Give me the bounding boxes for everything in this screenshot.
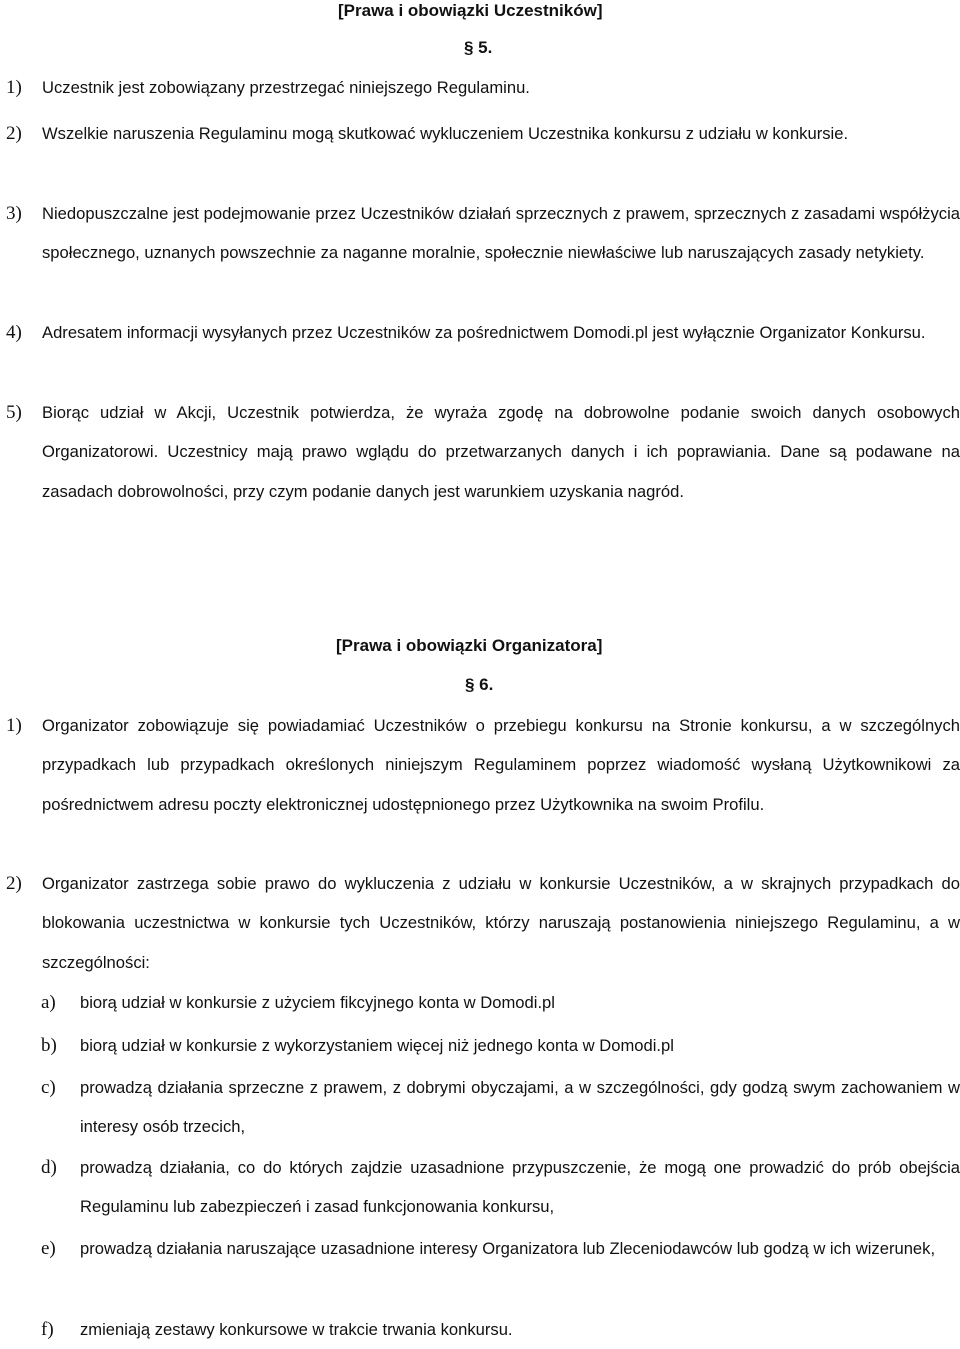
item-text: Biorąc udział w Akcji, Uczestnik potwierdza, że wyraża zgodę na dobrowolne podanie swoich danych osobowych Organizatorowi. Uczestnicy mają prawo wglądu do przetwarzanych danych i ich poprawiania. Dane są podawane na zasadach dobrowolności, przy czym podanie danych jest warunkiem uzyskania nagród. <box>42 403 960 501</box>
item-marker: 4) <box>6 322 22 343</box>
subitem-marker: c) <box>41 1077 56 1098</box>
item-marker: 5) <box>6 402 22 423</box>
subitem-text: prowadzą działania, co do których zajdzie uzasadnione przypuszczenie, że mogą one prowadzić do prób obejścia Regulaminu lub zabezpieczeń i zasad funkcjonowania konkursu, <box>80 1158 960 1217</box>
section-5-number: § 5. <box>464 38 493 57</box>
item-marker: 2) <box>6 123 22 144</box>
item-marker: 1) <box>6 77 22 98</box>
subitem-text: zmieniają zestawy konkursowe w trakcie trwania konkursu. <box>80 1320 513 1339</box>
item-marker: 2) <box>6 873 22 894</box>
section-6-heading: [Prawa i obowiązki Organizatora] <box>336 636 603 655</box>
subitem-text: prowadzą działania naruszające uzasadnione interesy Organizatora lub Zleceniodawców lub godzą w ich wizerunek, <box>80 1239 936 1258</box>
section-6-number: § 6. <box>465 675 494 694</box>
subitem-marker: e) <box>41 1238 56 1259</box>
subitem-marker: d) <box>41 1157 57 1178</box>
section-5-heading: [Prawa i obowiązki Uczestników] <box>338 1 603 20</box>
item-marker: 1) <box>6 715 22 736</box>
subitem-marker: b) <box>41 1035 57 1056</box>
subitem-marker: f) <box>41 1319 54 1340</box>
item-text: Uczestnik jest zobowiązany przestrzegać niniejszego Regulaminu. <box>42 78 530 97</box>
item-text: Wszelkie naruszenia Regulaminu mogą skutkować wykluczeniem Uczestnika konkursu z udziału w konkursie. <box>42 124 849 143</box>
item-text: Organizator zastrzega sobie prawo do wykluczenia z udziału w konkursie Uczestników, a w skrajnych przypadkach do blokowania uczestnictwa w konkursie tych Uczestników, którzy naruszają postanowienia niniejszego Regulaminu, a w szczególności: <box>42 874 960 972</box>
subitem-text: biorą udział w konkursie z wykorzystaniem więcej niż jednego konta w Domodi.pl <box>80 1036 674 1055</box>
subitem-text: prowadzą działania sprzeczne z prawem, z dobrymi obyczajami, a w szczególności, gdy godzą swym zachowaniem w interesy osób trzecich, <box>80 1078 960 1137</box>
subitem-text: biorą udział w konkursie z użyciem fikcyjnego konta w Domodi.pl <box>80 993 555 1012</box>
item-text: Adresatem informacji wysyłanych przez Uczestników za pośrednictwem Domodi.pl jest wyłącznie Organizator Konkursu. <box>42 323 926 342</box>
item-marker: 3) <box>6 203 22 224</box>
subitem-marker: a) <box>41 992 56 1013</box>
item-text: Niedopuszczalne jest podejmowanie przez Uczestników działań sprzecznych z prawem, sprzecznych z zasadami współżycia społecznego, uznanych powszechnie za naganne moralnie, społecznie niewłaściwe lub naruszających zasady netykiety. <box>42 204 960 263</box>
item-text: Organizator zobowiązuje się powiadamiać Uczestników o przebiegu konkursu na Stronie konkursu, a w szczególnych przypadkach lub przypadkach określonych niniejszym Regulaminem poprzez wiadomość wysłaną Użytkownikowi za pośrednictwem adresu poczty elektronicznej udostępnionego przez Użytkownika na swoim Profilu. <box>42 716 960 814</box>
